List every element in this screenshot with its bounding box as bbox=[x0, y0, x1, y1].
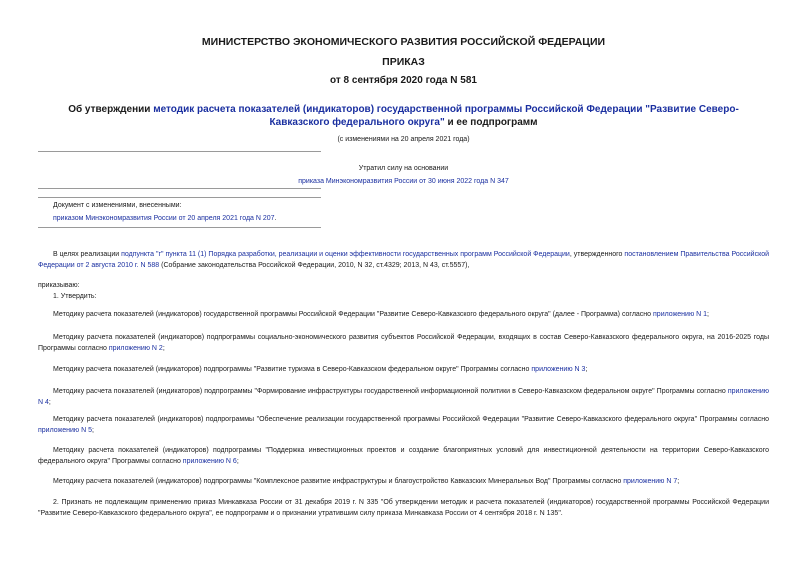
item-1: 1. Утвердить: bbox=[53, 293, 97, 300]
appendix-link[interactable]: приложению N 6 bbox=[182, 457, 237, 465]
divider bbox=[38, 227, 321, 228]
expired-text: Утратил силу на основании bbox=[358, 165, 449, 172]
divider bbox=[38, 151, 321, 152]
changes-note: (с изменениями на 20 апреля 2021 года) bbox=[337, 136, 470, 143]
order-word: приказываю: bbox=[38, 282, 80, 289]
item-2: 2. Признать не подлежащим применению приказ Минкавказа России от 31 декабря 2019 г. N 335 "Об утверждении методик и расчета показателей (индикаторов) государственной программы Российской Федерации "Развитие Северо-Кавказского федерального округа", ее подпрограмм и о признании утратившим силу приказа Минкавказа России от 4 сентября 2018 г. N 135". bbox=[38, 499, 769, 517]
expired-link[interactable]: приказа Минэкономразвития России от 30 июня 2022 года N 347 bbox=[298, 178, 509, 185]
title-suffix: и ее подпрограмм bbox=[444, 117, 538, 128]
method-paragraph: Методику расчета показателей (индикаторов) подпрограммы "Формирование инфраструктуры государственной информационной политики в Северо-Кавказском федеральном округе" Программы согласно приложению N 4; bbox=[38, 388, 769, 406]
appendix-link[interactable]: приложению N 2 bbox=[108, 344, 163, 352]
doc-type-heading: ПРИКАЗ bbox=[382, 56, 425, 68]
appendix-link[interactable]: приложению N 3 bbox=[531, 366, 586, 373]
date-number: от 8 сентября 2020 года N 581 bbox=[330, 75, 477, 86]
doc-changes-link[interactable]: приказом Минэкономразвития России от 20 апреля 2021 года N 207 bbox=[53, 215, 275, 222]
doc-changes: Документ с изменениями, внесенными: приказом Минэкономразвития России от 20 апреля 2021 года N 207. bbox=[53, 199, 277, 225]
appendix-link[interactable]: приложению N 1 bbox=[653, 311, 708, 318]
divider bbox=[38, 197, 321, 198]
doc-changes-label: Документ с изменениями, внесенными: bbox=[53, 202, 182, 209]
intro-link-1[interactable]: подпункта "г" пункта 11 (1) Порядка разработки, реализации и оценки эффективности государственных программ Российской Федерации bbox=[121, 251, 570, 258]
method-paragraph: Методику расчета показателей (индикаторов) подпрограммы "Комплексное развитие инфраструктуры и благоустройство Кавказских Минеральных Вод" Программы согласно приложению N 7; bbox=[53, 478, 680, 485]
method-paragraph: Методику расчета показателей (индикаторов) подпрограммы "Обеспечение реализации государственной программы Российской Федерации "Развитие Северо-Кавказского федерального округа" Программы согласно приложению N 5; bbox=[38, 416, 769, 434]
title-link[interactable]: методик расчета показателей (индикаторов) государственной программы Российской Федерации "Развитие Северо-Кавказского федерального округа" bbox=[153, 104, 739, 128]
method-paragraph: Методику расчета показателей (индикаторов) подпрограммы "Развитие туризма в Северо-Кавказском федеральном округе" Программы согласно приложению N 3; bbox=[53, 366, 588, 373]
method-paragraph: Методику расчета показателей (индикаторов) подпрограммы "Поддержка инвестиционных проектов и создание благоприятных условий для инвестиционной деятельности на территории Северо-Кавказского федерального округа" Программы согласно приложению N 6; bbox=[38, 447, 769, 465]
method-paragraph: Методику расчета показателей (индикаторов) государственной программы Российской Федерации "Развитие Северо-Кавказского федерального округа" (далее - Программа) согласно приложению N 1; bbox=[53, 311, 709, 318]
divider bbox=[38, 188, 321, 189]
expired-note bbox=[200, 162, 607, 188]
appendix-link[interactable]: приложению N 4 bbox=[38, 388, 769, 406]
document-title bbox=[40, 103, 767, 129]
ministry-heading: МИНИСТЕРСТВО ЭКОНОМИЧЕСКОГО РАЗВИТИЯ РОССИЙСКОЙ ФЕДЕРАЦИИ bbox=[201, 36, 606, 48]
appendix-link[interactable]: приложению N 7 bbox=[623, 478, 678, 485]
intro-link-2[interactable]: постановлением Правительства Российской Федерации от 2 августа 2010 г. N 588 bbox=[38, 251, 770, 269]
intro-paragraph: В целях реализации подпункта "г" пункта 11 (1) Порядка разработки, реализации и оценки эффективности государственных программ Российской Федерации, утвержденного постановлением Правительства Российской Федерации от 2 августа 2010 г. N 588 (Собрание законодательства Российской Федерации, 2010, N 32, ст.4329; 2013, N 43, ст.5557), bbox=[38, 251, 770, 269]
appendix-link[interactable]: приложению N 5 bbox=[38, 426, 93, 434]
title-prefix: Об утверждении bbox=[68, 104, 154, 115]
method-paragraph: Методику расчета показателей (индикаторов) подпрограммы социально-экономического развития субъектов Российской Федерации, входящих в состав Северо-Кавказского федерального округа, на 2016-2025 годы Программы согласно приложению N 2; bbox=[38, 334, 769, 352]
